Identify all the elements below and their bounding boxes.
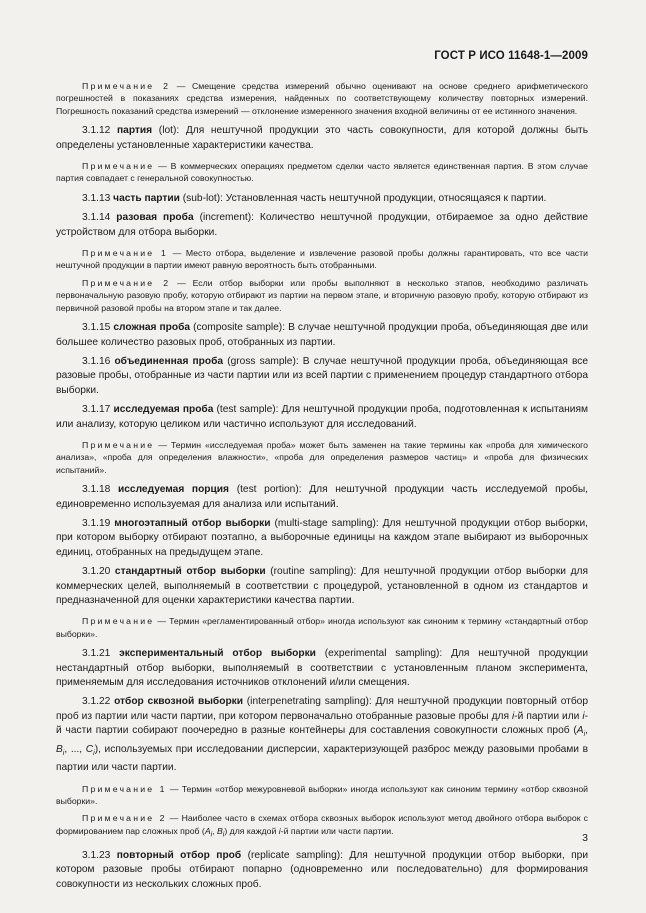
term-definition: [56, 517, 588, 560]
text-run: , ...,: [64, 743, 86, 755]
text-run: (composite sample): В случае нештучной продукции проба, объединяющая две или большее количество разовых проб, отобранных из партии.: [56, 322, 589, 348]
document-body: [56, 80, 588, 892]
block-spacer: [56, 608, 588, 615]
text-run: (test sample): Для нештучной продукции проба, подготовленная к испытаниям или анализу, которую целиком или частично используют для исследований.: [56, 404, 589, 430]
term-name: исследуемая проба: [113, 404, 214, 416]
text-run: 3.1.16: [82, 355, 115, 367]
note-label: Примечание 2: [82, 81, 171, 91]
note-paragraph: [56, 439, 588, 476]
text-run: ) для каждой: [224, 825, 279, 836]
term-name: разовая проба: [116, 212, 194, 224]
text-run: -й партии или части партии.: [280, 825, 394, 836]
term-name: исследуемая порция: [118, 484, 230, 496]
text-run: (replicate sampling): Для нештучной продукции отбор выборки, при котором разовые пробы отбирают попарно (одновременно или последовательно) для формирования совокупности из нескольких сложных проб.: [56, 849, 589, 890]
note-label: Примечание: [82, 616, 155, 627]
term-definition: [56, 403, 588, 432]
text-run: 3.1.12: [82, 125, 118, 137]
text-run: — Если отбор выборки или пробы выполняют в несколько этапов, необходимо различать первоначальную разовую пробу, которую отбирают из партии на первом этапе, и вторичную разовую пробу, которую отбирают из первичной разовой пробы на втором этапе и так далее.: [56, 277, 588, 313]
term-definition: [56, 565, 588, 608]
text-run: i: [222, 831, 225, 839]
term-name: партия: [117, 125, 153, 137]
note-paragraph: [56, 80, 588, 117]
text-run: (experimental sampling): Для нештучной продукции нестандартный отбор выборки, выполняемый в соответствии с установленным планом эксперимента, применяемым для исследования источников отклонений и/или смещения.: [56, 648, 589, 689]
text-run: (sub-lot): Установленная часть нештучной продукции, относящаяся к партии.: [179, 192, 547, 204]
text-run: 3.1.19: [82, 517, 115, 529]
text-run: — В коммерческих операциях предметом сделки часто является единственная партия. В этом случае партия совпадает с генеральной совокупностью.: [56, 161, 588, 184]
term-definition: [56, 483, 588, 512]
text-run: — Термин «исследуемая проба» может быть заменен на такие термины как «проба для химического анализа», «проба для определения влажности», «проба для определения размеров частиц» и «проба для физических испытаний».: [56, 439, 588, 475]
text-run: 3.1.22: [82, 696, 115, 708]
note-label: Примечание: [82, 439, 155, 450]
block-spacer: [56, 776, 588, 783]
text-run: i: [62, 749, 65, 757]
term-definition: [56, 211, 588, 240]
term-name: объединенная проба: [114, 355, 224, 367]
note-paragraph: [56, 160, 588, 185]
text-run: i: [278, 825, 281, 836]
text-run: — Термин «отбор межуровневой выборки» иногда используют как синоним термину «отбор сквозной выборки».: [56, 783, 588, 806]
text-run: ,: [585, 725, 588, 737]
text-run: i: [93, 749, 95, 757]
block-spacer: [56, 842, 588, 849]
text-run: — Смещение средства измерений обычно оценивают на основе среднего арифметического погрешностей в показаниях средства измерения, найденных по соответствующему количеству повторных измерений. Погрешность показаний средства измерений — отклонение измеренного значения входной величины от ее истинного значения.: [56, 81, 588, 116]
text-run: ,: [212, 825, 217, 836]
text-run: 3.1.14: [82, 212, 117, 224]
block-spacer: [56, 185, 588, 192]
text-run: 3.1.15: [82, 322, 114, 334]
text-run: B: [56, 743, 63, 755]
standard-header: ГОСТ Р ИСО 11648-1—2009: [434, 50, 588, 62]
text-run: (interpenetrating sampling): Для нештучной продукции повторный отбор проб из партии или части партии, при котором первоначально отобранные разовые пробы для: [56, 696, 588, 722]
text-run: — Место отбора, выделение и извлечение разовой пробы должны гарантировать, что все части нештучной продукции в партии имеют равную вероятность быть отобранными.: [56, 248, 588, 271]
block-spacer: [56, 153, 588, 160]
text-run: (test portion): Для нештучной продукции часть исследуемой пробы, единовременно используемая для анализа или испытаний.: [56, 484, 588, 510]
note-paragraph: [56, 247, 588, 272]
text-run: 3.1.18: [82, 484, 118, 496]
text-run: ), используемых при исследовании дисперсии, характеризующей разброс между разовыми пробами в партии или части партии.: [56, 743, 588, 774]
text-run: 3.1.20: [82, 566, 115, 578]
term-definition: [56, 192, 588, 206]
text-run: 3.1.21: [82, 648, 120, 660]
text-run: (lot): Для нештучной продукции это часть совокупности, для которой должны быть определены установленные характеристики качества.: [56, 125, 589, 151]
text-run: i: [582, 710, 585, 722]
term-definition: [56, 355, 588, 398]
text-run: 3.1.13: [82, 192, 114, 204]
block-spacer: [56, 117, 588, 124]
term-name: повторный отбор проб: [116, 849, 242, 861]
text-run: 3.1.23: [82, 849, 117, 861]
block-spacer: [56, 240, 588, 247]
text-run: i: [583, 731, 586, 739]
block-spacer: [56, 314, 588, 321]
term-definition: [56, 124, 588, 153]
term-name: сложная проба: [113, 322, 191, 334]
page-number: 3: [582, 832, 588, 844]
block-spacer: [56, 476, 588, 483]
block-spacer: [56, 640, 588, 647]
term-name: отбор сквозной выборки: [114, 696, 244, 708]
note-label: Примечание: [82, 161, 155, 172]
term-name: стандартный отбор выборки: [114, 566, 266, 578]
text-run: (routine sampling): Для нештучной продукции отбор выборки для коммерческих целей, выполняемый в соответствии с процедурой, установленной в одном из стандартов и предназначенной для оценки характеристики качества партии.: [56, 566, 588, 606]
note-label: Примечание 2: [82, 277, 171, 288]
text-run: i: [210, 831, 213, 839]
text-run: 3.1.17: [82, 404, 114, 416]
text-run: A: [204, 825, 211, 836]
text-run: A: [576, 725, 584, 737]
term-definition: [56, 695, 588, 775]
text-run: (gross sample): В случае нештучной продукции проба, объединяющая все разовые пробы, отобранные из части партии или из всей партии с применением процедур стандартного отбора выборки.: [56, 355, 589, 396]
term-definition: [56, 321, 588, 350]
term-name: экспериментальный отбор выборки: [119, 648, 316, 660]
note-label: Примечание 1: [82, 248, 169, 259]
text-run: — Термин «регламентированный отбор» иногда используют как синоним к термину «стандартный отбор выборки».: [56, 616, 588, 639]
note-label: Примечание 2: [82, 813, 167, 824]
term-definition: [56, 647, 588, 690]
note-paragraph: [56, 783, 588, 808]
term-definition: [56, 849, 588, 892]
text-run: (increment): Количество нештучной продукции, отбираемое за одно действие устройством для отбора выборки.: [56, 212, 588, 238]
note-label: Примечание 1: [82, 783, 167, 794]
term-name: многоэтапный отбор выборки: [114, 517, 271, 529]
note-paragraph: [56, 812, 588, 842]
note-paragraph: [56, 615, 588, 640]
text-run: B: [217, 825, 223, 836]
text-run: -й партии или: [514, 710, 583, 722]
text-run: — Наиболее часто в схемах отбора сквозных выборок используют метод двойного отбора выборок с формированием пар сложных проб (: [56, 813, 588, 836]
text-run: C: [85, 743, 94, 755]
block-spacer: [56, 432, 588, 439]
text-run: (multi-stage sampling): Для нештучной продукции отбор выборки, при котором выборку отбирают поэтапно, а выборочные единицы на каждом этапе выбирают из выборочных единиц, отобранных на предыдущем этапе.: [56, 517, 589, 558]
term-name: часть партии: [113, 192, 180, 204]
note-paragraph: [56, 277, 588, 314]
text-run: -й части партии собирают поочередно в разные контейнеры для составления совокупности сложных проб (: [56, 710, 588, 737]
text-run: i: [512, 710, 515, 722]
